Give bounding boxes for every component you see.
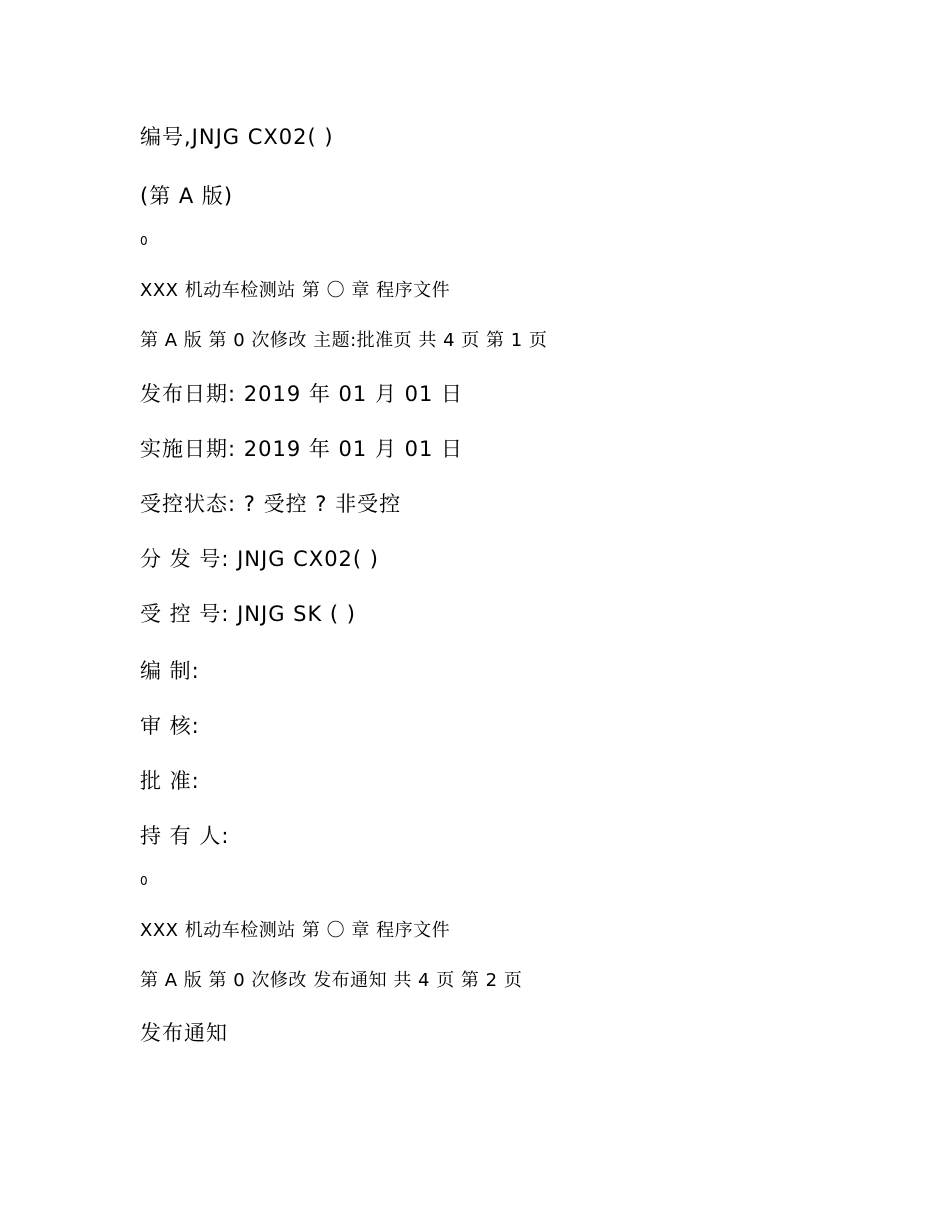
page-marker: 0 xyxy=(140,874,148,888)
control-status: 受控状态: ? 受控 ? 非受控 xyxy=(140,492,402,516)
header-organization: XXX 机动车检测站 第 〇 章 程序文件 xyxy=(140,280,451,301)
release-date: 发布日期: 2019 年 01 月 01 日 xyxy=(140,382,464,406)
header-organization: XXX 机动车检测站 第 〇 章 程序文件 xyxy=(140,920,451,941)
document-number: 编号,JNJG CX02( ) xyxy=(140,125,334,149)
holder: 持 有 人: xyxy=(140,824,230,848)
section-title: 发布通知 xyxy=(140,1021,228,1045)
implement-date: 实施日期: 2019 年 01 月 01 日 xyxy=(140,437,464,461)
header-meta: 第 A 版 第 0 次修改 发布通知 共 4 页 第 2 页 xyxy=(140,970,523,991)
prepared-by: 编 制: xyxy=(140,659,200,683)
distribution-number: 分 发 号: JNJG CX02( ) xyxy=(140,547,379,571)
header-meta: 第 A 版 第 0 次修改 主题:批准页 共 4 页 第 1 页 xyxy=(140,330,548,351)
edition-label: (第 A 版) xyxy=(140,184,234,208)
control-number: 受 控 号: JNJG SK ( ) xyxy=(140,602,356,626)
approved-by: 批 准: xyxy=(140,769,200,793)
page-marker: 0 xyxy=(140,234,148,248)
reviewed-by: 审 核: xyxy=(140,714,200,738)
